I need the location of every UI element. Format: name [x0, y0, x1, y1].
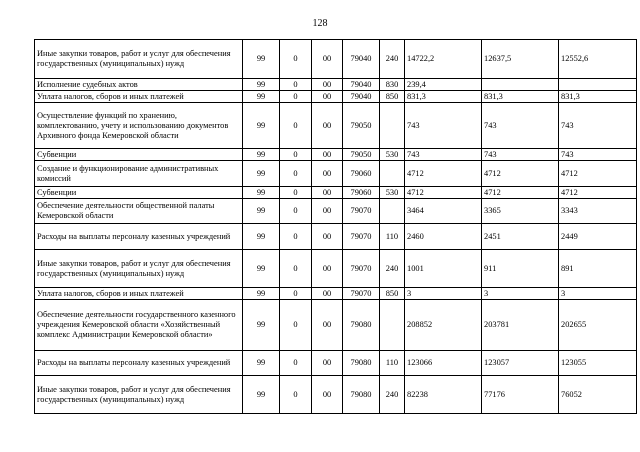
- row-amount-2: 911: [482, 250, 559, 288]
- row-name: Иные закупки товаров, работ и услуг для обеспечения государственных (муниципальных) нужд: [35, 376, 243, 414]
- row-amount-2: 4712: [482, 161, 559, 187]
- row-subprogram-code: 0: [280, 91, 312, 103]
- row-program-code: 99: [243, 288, 280, 300]
- row-amount-3: 3: [559, 288, 637, 300]
- row-expense-type-code: [380, 103, 405, 149]
- row-subprogram-code: 0: [280, 40, 312, 79]
- row-amount-3: 4712: [559, 187, 637, 199]
- row-program-code: 99: [243, 161, 280, 187]
- row-amount-3: 891: [559, 250, 637, 288]
- row-name: Создание и функционирование административных комиссий: [35, 161, 243, 187]
- row-main-event-code: 00: [312, 376, 343, 414]
- budget-table: [34, 39, 637, 414]
- row-name: Обеспечение деятельности государственного казенного учреждения Кемеровской области «Хозяйственный комплекс Администрации Кемеровской области»: [35, 300, 243, 351]
- row-program-code: 99: [243, 376, 280, 414]
- row-subprogram-code: 0: [280, 161, 312, 187]
- table-row: [35, 79, 637, 91]
- table-row: [35, 199, 637, 224]
- row-amount-2: 12637,5: [482, 40, 559, 79]
- row-subprogram-code: 0: [280, 199, 312, 224]
- row-amount-2: 743: [482, 149, 559, 161]
- row-main-event-code: 00: [312, 199, 343, 224]
- table-row: [35, 250, 637, 288]
- row-expense-type-code: 110: [380, 224, 405, 250]
- row-direction-code: 79040: [343, 91, 380, 103]
- row-amount-1: 2460: [405, 224, 482, 250]
- row-name: Расходы на выплаты персоналу казенных учреждений: [35, 224, 243, 250]
- row-name: Субвенции: [35, 149, 243, 161]
- row-subprogram-code: 0: [280, 250, 312, 288]
- row-name: Исполнение судебных актов: [35, 79, 243, 91]
- row-amount-3: 76052: [559, 376, 637, 414]
- row-direction-code: 79040: [343, 79, 380, 91]
- row-main-event-code: 00: [312, 187, 343, 199]
- row-expense-type-code: 110: [380, 351, 405, 376]
- row-amount-1: 82238: [405, 376, 482, 414]
- table-row: [35, 376, 637, 414]
- page-number: 128: [312, 18, 328, 29]
- row-name: Уплата налогов, сборов и иных платежей: [35, 288, 243, 300]
- row-amount-2: 77176: [482, 376, 559, 414]
- row-amount-1: 14722,2: [405, 40, 482, 79]
- row-name: Расходы на выплаты персоналу казенных учреждений: [35, 351, 243, 376]
- row-amount-2: 743: [482, 103, 559, 149]
- row-subprogram-code: 0: [280, 79, 312, 91]
- row-amount-1: 3: [405, 288, 482, 300]
- row-amount-1: 743: [405, 103, 482, 149]
- row-expense-type-code: 530: [380, 149, 405, 161]
- row-main-event-code: 00: [312, 149, 343, 161]
- row-expense-type-code: 530: [380, 187, 405, 199]
- row-name: Иные закупки товаров, работ и услуг для обеспечения государственных (муниципальных) нужд: [35, 40, 243, 79]
- table-body: [35, 40, 637, 414]
- row-subprogram-code: 0: [280, 224, 312, 250]
- row-name: Обеспечение деятельности общественной палаты Кемеровской области: [35, 199, 243, 224]
- row-program-code: 99: [243, 250, 280, 288]
- row-amount-2: 203781: [482, 300, 559, 351]
- table-row: [35, 300, 637, 351]
- row-main-event-code: 00: [312, 300, 343, 351]
- row-program-code: 99: [243, 149, 280, 161]
- row-amount-3: [559, 79, 637, 91]
- row-subprogram-code: 0: [280, 351, 312, 376]
- row-main-event-code: 00: [312, 40, 343, 79]
- row-name: Уплата налогов, сборов и иных платежей: [35, 91, 243, 103]
- row-amount-3: 743: [559, 149, 637, 161]
- row-subprogram-code: 0: [280, 376, 312, 414]
- table-row: [35, 161, 637, 187]
- row-expense-type-code: 240: [380, 376, 405, 414]
- row-amount-2: 123057: [482, 351, 559, 376]
- row-amount-1: 4712: [405, 161, 482, 187]
- row-subprogram-code: 0: [280, 149, 312, 161]
- row-amount-3: 2449: [559, 224, 637, 250]
- row-main-event-code: 00: [312, 103, 343, 149]
- row-program-code: 99: [243, 40, 280, 79]
- row-name: Иные закупки товаров, работ и услуг для обеспечения государственных (муниципальных) нужд: [35, 250, 243, 288]
- row-direction-code: 79050: [343, 149, 380, 161]
- row-subprogram-code: 0: [280, 103, 312, 149]
- row-amount-2: 4712: [482, 187, 559, 199]
- row-main-event-code: 00: [312, 91, 343, 103]
- row-program-code: 99: [243, 103, 280, 149]
- row-amount-1: 239,4: [405, 79, 482, 91]
- row-amount-1: 208852: [405, 300, 482, 351]
- row-name: Осуществление функций по хранению, комплектованию, учету и использованию документов Архивного фонда Кемеровской области: [35, 103, 243, 149]
- row-main-event-code: 00: [312, 351, 343, 376]
- row-amount-1: 831,3: [405, 91, 482, 103]
- row-subprogram-code: 0: [280, 300, 312, 351]
- row-amount-3: 743: [559, 103, 637, 149]
- row-amount-3: 3343: [559, 199, 637, 224]
- row-subprogram-code: 0: [280, 288, 312, 300]
- row-amount-1: 3464: [405, 199, 482, 224]
- row-expense-type-code: 850: [380, 288, 405, 300]
- row-direction-code: 79060: [343, 187, 380, 199]
- table-row: [35, 103, 637, 149]
- row-expense-type-code: [380, 161, 405, 187]
- row-amount-1: 743: [405, 149, 482, 161]
- row-direction-code: 79070: [343, 250, 380, 288]
- row-direction-code: 79080: [343, 376, 380, 414]
- row-main-event-code: 00: [312, 288, 343, 300]
- row-main-event-code: 00: [312, 161, 343, 187]
- table-row: [35, 351, 637, 376]
- row-program-code: 99: [243, 187, 280, 199]
- row-amount-2: 3365: [482, 199, 559, 224]
- row-amount-2: 831,3: [482, 91, 559, 103]
- row-expense-type-code: 850: [380, 91, 405, 103]
- row-direction-code: 79070: [343, 224, 380, 250]
- row-direction-code: 79040: [343, 40, 380, 79]
- row-program-code: 99: [243, 300, 280, 351]
- row-program-code: 99: [243, 79, 280, 91]
- row-direction-code: 79070: [343, 199, 380, 224]
- row-amount-2: [482, 79, 559, 91]
- row-amount-3: 202655: [559, 300, 637, 351]
- row-direction-code: 79050: [343, 103, 380, 149]
- row-amount-1: 4712: [405, 187, 482, 199]
- row-amount-2: 3: [482, 288, 559, 300]
- row-main-event-code: 00: [312, 224, 343, 250]
- table-row: [35, 91, 637, 103]
- row-amount-3: 831,3: [559, 91, 637, 103]
- row-expense-type-code: [380, 300, 405, 351]
- row-direction-code: 79080: [343, 300, 380, 351]
- row-amount-3: 4712: [559, 161, 637, 187]
- row-main-event-code: 00: [312, 250, 343, 288]
- row-amount-3: 123055: [559, 351, 637, 376]
- row-direction-code: 79070: [343, 288, 380, 300]
- row-subprogram-code: 0: [280, 187, 312, 199]
- table-row: [35, 40, 637, 79]
- row-program-code: 99: [243, 224, 280, 250]
- row-direction-code: 79080: [343, 351, 380, 376]
- row-program-code: 99: [243, 91, 280, 103]
- row-program-code: 99: [243, 199, 280, 224]
- table-row: [35, 149, 637, 161]
- row-expense-type-code: 240: [380, 40, 405, 79]
- row-expense-type-code: 240: [380, 250, 405, 288]
- row-expense-type-code: 830: [380, 79, 405, 91]
- row-expense-type-code: [380, 199, 405, 224]
- row-amount-1: 123066: [405, 351, 482, 376]
- table-row: [35, 187, 637, 199]
- table-row: [35, 224, 637, 250]
- table-row: [35, 288, 637, 300]
- row-direction-code: 79060: [343, 161, 380, 187]
- row-main-event-code: 00: [312, 79, 343, 91]
- row-program-code: 99: [243, 351, 280, 376]
- row-amount-3: 12552,6: [559, 40, 637, 79]
- row-name: Субвенции: [35, 187, 243, 199]
- row-amount-2: 2451: [482, 224, 559, 250]
- row-amount-1: 1001: [405, 250, 482, 288]
